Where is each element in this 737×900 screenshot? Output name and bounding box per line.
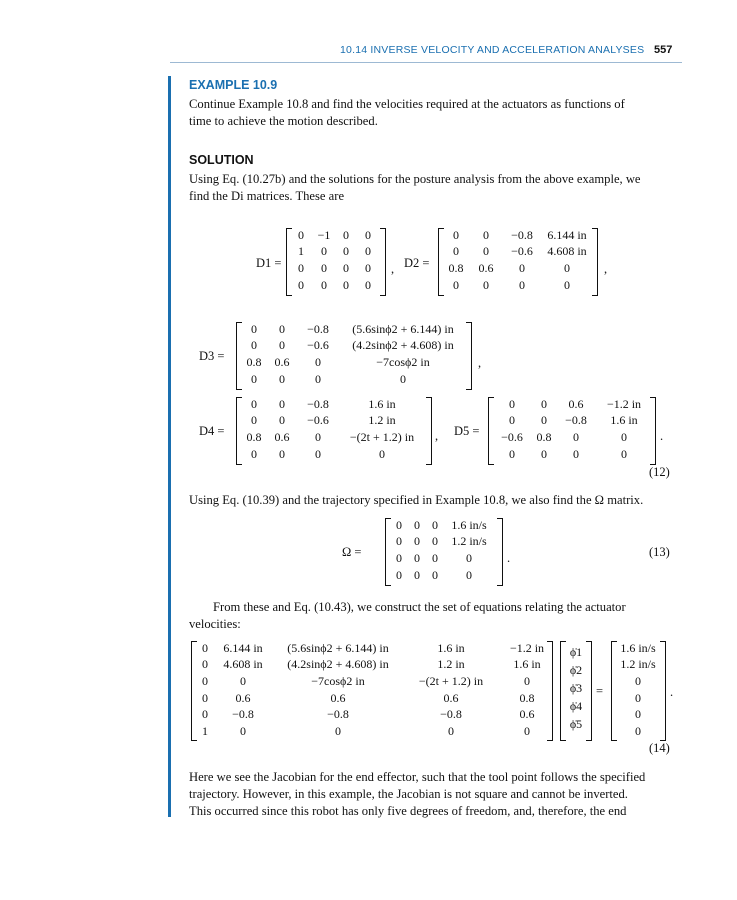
- matrix-cell: (4.2sinϕ2 + 4.608) in: [287, 657, 389, 671]
- matrix-cell: 0: [315, 372, 321, 386]
- matrix-cell: 1.6 in/s: [451, 518, 487, 532]
- solution-paragraph-3-line-1: From these and Eq. (10.43), we construct the set of equations relating the actuator: [213, 600, 626, 614]
- matrix-cell: 4.608 in: [223, 657, 263, 671]
- matrix-cell: 0: [279, 413, 285, 427]
- matrix-cell: 0: [396, 534, 402, 548]
- period: .: [507, 551, 511, 565]
- matrix-cell: (5.6sinϕ2 + 6.144) in: [352, 322, 454, 336]
- matrix-cell: 0: [240, 674, 246, 688]
- d5-label: D5 =: [454, 424, 480, 438]
- matrix-d3: [236, 322, 472, 390]
- matrix-cell: 0: [298, 228, 304, 242]
- matrix-cell: ϕ̇2: [569, 663, 583, 677]
- matrix-cell: 1.2 in/s: [620, 657, 656, 671]
- matrix-cell: ϕ̇1: [569, 645, 583, 659]
- matrix-cell: 0: [298, 278, 304, 292]
- matrix-cell: 0: [519, 278, 525, 292]
- example-title: EXAMPLE 10.9: [189, 78, 278, 92]
- matrix-cell: −(2t + 1.2) in: [418, 674, 484, 688]
- matrix-cell: 0: [453, 278, 459, 292]
- matrix-cell: 1.6 in: [610, 413, 638, 427]
- matrix-cell: 0: [541, 447, 547, 461]
- matrix-cell: −0.8: [565, 413, 587, 427]
- matrix-d1: [286, 228, 386, 296]
- matrix-cell: 0: [509, 397, 515, 411]
- solution-paragraph-1-line-1: Using Eq. (10.27b) and the solutions for the posture analysis from the above example, we: [189, 172, 641, 186]
- matrix-cell: 0.8: [246, 430, 262, 444]
- matrix-cell: 0.6: [274, 355, 290, 369]
- omega-label: Ω =: [342, 545, 362, 559]
- matrix-cell: 0.6: [443, 691, 459, 705]
- matrix-cell: 0: [365, 228, 371, 242]
- equation-number-12: (12): [649, 465, 670, 479]
- matrix-cell: 0: [315, 447, 321, 461]
- matrix-cell: 1.6 in: [368, 397, 396, 411]
- matrix-cell: 0: [483, 228, 489, 242]
- matrix-cell: 0: [414, 534, 420, 548]
- matrix-cell: −1.2 in: [606, 397, 642, 411]
- matrix-d5: [488, 397, 656, 465]
- matrix-cell: −7cosϕ2 in: [311, 674, 365, 688]
- matrix-cell: 0.6: [274, 430, 290, 444]
- matrix-cell: −0.8: [440, 707, 462, 721]
- matrix-cell: −1: [317, 228, 331, 242]
- matrix-cell: 0: [396, 551, 402, 565]
- matrix-cell: 0: [541, 397, 547, 411]
- matrix-cell: 0: [524, 674, 530, 688]
- solution-paragraph-4-line-2: trajectory. However, in this example, the Jacobian is not square and cannot be inverted.: [189, 787, 628, 801]
- matrix-cell: 0: [564, 278, 570, 292]
- solution-paragraph-4-line-1: Here we see the Jacobian for the end effector, such that the tool point follows the specified: [189, 770, 646, 784]
- matrix-cell: 0: [202, 674, 208, 688]
- matrix-cell: 0: [321, 261, 327, 275]
- matrix-cell: 0: [400, 372, 406, 386]
- matrix-cell: 0: [396, 518, 402, 532]
- matrix-cell: 0: [483, 244, 489, 258]
- matrix-cell: −1.2 in: [509, 641, 545, 655]
- matrix-cell: 0: [414, 551, 420, 565]
- running-header-title: 10.14 INVERSE VELOCITY AND ACCELERATION ANALYSES: [340, 44, 645, 56]
- period: .: [670, 685, 674, 699]
- solution-paragraph-1-line-2: find the Di matrices. These are: [189, 189, 345, 203]
- jacobian-matrix: [191, 641, 553, 741]
- matrix-cell: −0.8: [232, 707, 254, 721]
- matrix-cell: 0: [202, 657, 208, 671]
- matrix-cell: −0.8: [511, 228, 533, 242]
- matrix-cell: 1.6 in/s: [620, 641, 656, 655]
- matrix-cell: 0: [635, 707, 641, 721]
- matrix-cell: 0: [483, 278, 489, 292]
- matrix-cell: 0: [509, 447, 515, 461]
- matrix-cell: 0: [453, 244, 459, 258]
- matrix-cell: (4.2sinϕ2 + 4.608) in: [352, 338, 454, 352]
- d4-label: D4 =: [199, 424, 225, 438]
- matrix-cell: 0.6: [519, 707, 535, 721]
- solution-title: SOLUTION: [189, 153, 254, 167]
- matrix-cell: 0.6: [478, 261, 494, 275]
- matrix-cell: −0.8: [307, 397, 329, 411]
- matrix-cell: 0: [251, 322, 257, 336]
- matrix-cell: 6.144 in: [223, 641, 263, 655]
- matrix-cell: 0: [343, 228, 349, 242]
- matrix-cell: 0: [432, 551, 438, 565]
- comma: ,: [435, 429, 439, 443]
- matrix-cell: 0: [448, 724, 454, 738]
- page-number: 557: [654, 44, 673, 56]
- matrix-d4: [236, 397, 432, 465]
- matrix-cell: 0: [621, 430, 627, 444]
- matrix-cell: 0: [251, 413, 257, 427]
- matrix-cell: 0: [279, 447, 285, 461]
- matrix-cell: 0: [432, 534, 438, 548]
- example-statement-line-2: time to achieve the motion described.: [189, 114, 378, 128]
- matrix-cell: 4.608 in: [547, 244, 587, 258]
- matrix-cell: 0: [315, 430, 321, 444]
- matrix-cell: 0: [635, 691, 641, 705]
- matrix-cell: 0: [466, 551, 472, 565]
- matrix-cell: 0: [279, 322, 285, 336]
- actuator-velocity-vector: [560, 641, 592, 741]
- matrix-cell: 0: [453, 228, 459, 242]
- matrix-cell: 0: [251, 397, 257, 411]
- matrix-cell: 0: [524, 724, 530, 738]
- matrix-cell: −0.6: [501, 430, 523, 444]
- matrix-cell: 1: [202, 724, 208, 738]
- matrix-cell: 0.8: [536, 430, 552, 444]
- matrix-cell: 0: [621, 447, 627, 461]
- matrix-cell: 1.2 in: [437, 657, 465, 671]
- equals-sign: =: [596, 684, 604, 698]
- solution-paragraph-2: Using Eq. (10.39) and the trajectory specified in Example 10.8, we also find the Ω matrix.: [189, 493, 644, 507]
- matrix-cell: 0: [432, 568, 438, 582]
- matrix-omega: [385, 518, 503, 586]
- matrix-cell: 0: [202, 707, 208, 721]
- matrix-cell: 0.6: [568, 397, 584, 411]
- matrix-cell: 0: [279, 338, 285, 352]
- matrix-cell: 0.8: [448, 261, 464, 275]
- matrix-cell: 0: [635, 674, 641, 688]
- matrix-cell: −0.6: [307, 338, 329, 352]
- matrix-cell: 0: [541, 413, 547, 427]
- solution-paragraph-3-line-2: velocities:: [189, 617, 241, 631]
- matrix-cell: 1: [298, 244, 304, 258]
- matrix-cell: 0: [573, 447, 579, 461]
- matrix-cell: ϕ̇3: [569, 681, 583, 695]
- matrix-cell: 0: [365, 278, 371, 292]
- tool-velocity-vector: [611, 641, 666, 741]
- comma: ,: [604, 262, 608, 276]
- matrix-cell: 0: [635, 724, 641, 738]
- matrix-cell: 0: [414, 568, 420, 582]
- matrix-cell: 0: [519, 261, 525, 275]
- matrix-d2: [438, 228, 598, 296]
- matrix-cell: 0: [298, 261, 304, 275]
- d2-label: D2 =: [404, 256, 430, 270]
- matrix-cell: 0: [365, 261, 371, 275]
- equation-number-14: (14): [649, 741, 670, 755]
- matrix-cell: 0: [396, 568, 402, 582]
- matrix-cell: 0: [466, 568, 472, 582]
- matrix-cell: 0: [564, 261, 570, 275]
- matrix-cell: 0: [573, 430, 579, 444]
- matrix-cell: 1.2 in/s: [451, 534, 487, 548]
- matrix-cell: 0.6: [235, 691, 251, 705]
- matrix-cell: −7cosϕ2 in: [376, 355, 430, 369]
- matrix-cell: (5.6sinϕ2 + 6.144) in: [287, 641, 389, 655]
- matrix-cell: −0.8: [307, 322, 329, 336]
- matrix-cell: 0.8: [519, 691, 535, 705]
- matrix-cell: 0: [414, 518, 420, 532]
- d1-label: D1 =: [256, 256, 282, 270]
- matrix-cell: 0: [432, 518, 438, 532]
- matrix-cell: −0.6: [511, 244, 533, 258]
- matrix-cell: 0.6: [330, 691, 346, 705]
- matrix-cell: 1.6 in: [513, 657, 541, 671]
- matrix-cell: 0: [251, 338, 257, 352]
- equation-number-13: (13): [649, 545, 670, 559]
- matrix-cell: 0: [202, 641, 208, 655]
- matrix-cell: 0: [240, 724, 246, 738]
- solution-paragraph-4-line-3: This occurred since this robot has only five degrees of freedom, and, therefore, the end: [189, 804, 627, 818]
- matrix-cell: 0: [335, 724, 341, 738]
- matrix-cell: 0: [379, 447, 385, 461]
- matrix-cell: 0: [321, 278, 327, 292]
- matrix-cell: −0.6: [307, 413, 329, 427]
- matrix-cell: 0: [365, 244, 371, 258]
- matrix-cell: 0: [343, 278, 349, 292]
- matrix-cell: 0: [279, 372, 285, 386]
- d3-label: D3 =: [199, 349, 225, 363]
- matrix-cell: 0.8: [246, 355, 262, 369]
- matrix-cell: −0.8: [327, 707, 349, 721]
- matrix-cell: 0: [343, 244, 349, 258]
- matrix-cell: 0: [202, 691, 208, 705]
- comma: ,: [391, 262, 395, 276]
- matrix-cell: 0: [315, 355, 321, 369]
- matrix-cell: 0: [251, 372, 257, 386]
- matrix-cell: 0: [279, 397, 285, 411]
- matrix-cell: ϕ̇5: [569, 717, 583, 731]
- comma: ,: [478, 356, 482, 370]
- matrix-cell: ϕ̇4: [569, 699, 583, 713]
- matrix-cell: 0: [251, 447, 257, 461]
- example-sidebar-rule: [168, 76, 171, 817]
- matrix-cell: 0: [343, 261, 349, 275]
- matrix-cell: 1.6 in: [437, 641, 465, 655]
- header-rule: [170, 62, 682, 63]
- period: .: [660, 429, 664, 443]
- matrix-cell: 1.2 in: [368, 413, 396, 427]
- matrix-cell: −(2t + 1.2) in: [349, 430, 415, 444]
- example-statement-line-1: Continue Example 10.8 and find the velocities required at the actuators as functions of: [189, 97, 625, 111]
- matrix-cell: 0: [509, 413, 515, 427]
- matrix-cell: 6.144 in: [547, 228, 587, 242]
- matrix-cell: 0: [321, 244, 327, 258]
